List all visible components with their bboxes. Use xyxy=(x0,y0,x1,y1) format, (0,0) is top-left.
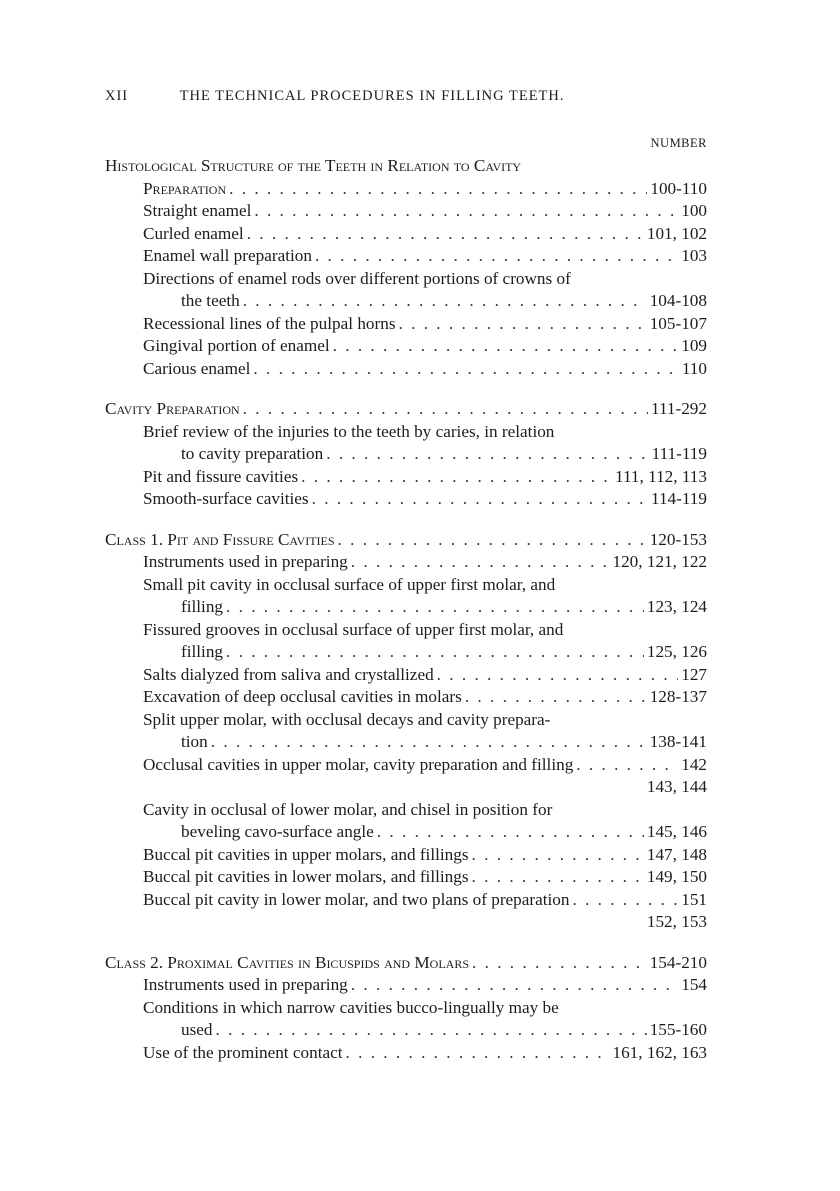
dot-leader xyxy=(312,488,648,511)
dot-leader xyxy=(301,466,612,489)
toc-entry-line xyxy=(143,200,707,223)
toc-entry-text: Buccal pit cavities in upper molars, and fillings xyxy=(143,844,469,864)
dot-leader xyxy=(211,731,647,754)
toc-entry-number: 154 xyxy=(681,975,707,994)
toc-entry-line xyxy=(105,529,707,552)
toc-entry-line xyxy=(143,974,707,997)
toc-entry-line xyxy=(143,313,707,336)
toc-entry-line xyxy=(143,443,707,466)
toc-entry xyxy=(105,1042,707,1065)
toc-entry-text: Buccal pit cavities in lower molars, and fillings xyxy=(143,867,469,886)
toc-entry xyxy=(105,799,707,844)
toc-entry-line xyxy=(143,245,707,268)
toc-entry xyxy=(105,200,707,223)
toc-entry-text: Enamel wall preparation xyxy=(143,246,312,265)
toc-entry-number: 120, 121, 122 xyxy=(612,552,707,571)
toc-entry-number: 120-153 xyxy=(649,529,707,549)
toc-entry-number: 142 xyxy=(681,754,707,774)
running-title: THE TECHNICAL PROCEDURES IN FILLING TEETH. xyxy=(179,88,565,104)
toc-entry-text: Recessional lines of the pulpal horns xyxy=(143,313,396,333)
dot-leader xyxy=(351,551,610,574)
dot-leader xyxy=(472,952,647,975)
dot-leader xyxy=(243,398,648,421)
dot-leader xyxy=(254,200,678,223)
toc-entry-text: Split upper molar, with occlusal decays and cavity prepara- xyxy=(143,709,551,729)
dot-leader xyxy=(216,1019,647,1042)
toc-entry xyxy=(105,619,707,664)
toc-entry-line xyxy=(143,574,707,597)
toc-entry-number: 138-141 xyxy=(649,732,707,751)
toc-entry-line xyxy=(143,619,707,642)
toc-entry-line xyxy=(143,466,707,489)
dot-leader xyxy=(315,245,678,268)
toc-entry-text: Class 1. Pit and Fissure Cavities xyxy=(105,529,335,549)
toc-entry xyxy=(105,664,707,687)
toc-section-entry xyxy=(105,398,707,421)
toc-entry xyxy=(105,754,707,799)
toc-entry-text: used xyxy=(181,1020,213,1039)
toc-entry xyxy=(105,488,707,511)
toc-entry xyxy=(105,997,707,1042)
toc-entry-line xyxy=(143,799,707,822)
toc-entry-number: 109 xyxy=(681,336,707,355)
toc-entry-text: Pit and fissure cavities xyxy=(143,466,299,486)
toc-entry-line xyxy=(143,889,707,912)
toc-entry-text: the teeth xyxy=(181,291,240,310)
toc-entry-number: 149, 150 xyxy=(646,867,707,886)
dot-leader xyxy=(576,754,678,777)
toc-entry-line xyxy=(143,686,707,709)
toc-entry-text: Conditions in which narrow cavities bucco-lingually may be xyxy=(143,997,559,1017)
toc-entry-text: Curled enamel xyxy=(143,223,244,243)
toc-entry-line xyxy=(143,488,707,511)
toc-entry-text: Smooth-surface cavities xyxy=(143,489,309,508)
dot-leader xyxy=(472,844,644,867)
dot-leader xyxy=(437,664,679,687)
toc-entry-line xyxy=(143,551,707,574)
toc-entry-line xyxy=(143,844,707,867)
toc-entry-number: 111, 112, 113 xyxy=(615,466,707,486)
toc-entry-line xyxy=(143,223,707,246)
toc-entry xyxy=(105,466,707,489)
toc-entry xyxy=(105,889,707,934)
toc-entry xyxy=(105,421,707,466)
toc-entry-number: 155-160 xyxy=(649,1020,707,1039)
toc-entry-line xyxy=(143,776,707,799)
toc-entry-line xyxy=(105,952,707,975)
toc-entry-text: filling xyxy=(181,597,224,616)
dot-leader xyxy=(243,290,647,313)
toc-entry xyxy=(105,844,707,867)
toc-entry-line xyxy=(143,641,707,664)
toc-entry-line xyxy=(143,709,707,732)
toc-entry-number: 100-110 xyxy=(650,178,707,198)
toc-section-entry xyxy=(105,529,707,552)
table-of-contents xyxy=(105,155,707,1064)
dot-leader xyxy=(226,641,644,664)
toc-entry-line xyxy=(143,335,707,358)
page-header xyxy=(105,88,707,105)
number-column-label: NUMBER xyxy=(650,136,707,150)
toc-entry xyxy=(105,313,707,336)
toc-entry-line xyxy=(143,1019,707,1042)
toc-entry-text: Occlusal cavities in upper molar, cavity preparation and filling xyxy=(143,754,574,774)
toc-entry-text: Excavation of deep occlusal cavities in molars xyxy=(143,687,462,706)
toc-entry-text: Gingival portion of enamel xyxy=(143,336,330,355)
toc-entry-number: 154-210 xyxy=(649,952,707,972)
dot-leader xyxy=(572,889,678,912)
toc-entry-line xyxy=(105,155,707,178)
toc-entry-number-continued: 143, 144 xyxy=(646,777,707,796)
toc-entry-text: Cavity Preparation xyxy=(105,399,240,418)
toc-entry-text: Fissured grooves in occlusal surface of upper first molar, and xyxy=(143,619,564,639)
toc-entry-number: 128-137 xyxy=(649,687,707,706)
toc-entry-text: Carious enamel xyxy=(143,358,251,378)
dot-leader xyxy=(226,596,644,619)
dot-leader xyxy=(326,443,648,466)
dot-leader xyxy=(472,866,644,889)
dot-leader xyxy=(346,1042,610,1065)
toc-entry-text: to cavity preparation xyxy=(181,444,324,463)
toc-entry-line xyxy=(143,997,707,1020)
toc-section-entry xyxy=(105,155,707,200)
toc-entry xyxy=(105,335,707,358)
toc-entry-text: Straight enamel xyxy=(143,201,252,220)
toc-entry-line xyxy=(105,178,707,201)
toc-entry xyxy=(105,709,707,754)
toc-entry xyxy=(105,358,707,381)
page-folio: XII xyxy=(105,88,129,104)
toc-entry-line xyxy=(143,358,707,381)
toc-entry-line xyxy=(143,754,707,777)
toc-entry-line xyxy=(143,1042,707,1065)
dot-leader xyxy=(465,686,647,709)
toc-entry-line xyxy=(143,268,707,291)
toc-entry-number: 100 xyxy=(681,201,707,220)
toc-entry-number: 125, 126 xyxy=(646,642,707,661)
toc-entry-text: tion xyxy=(181,732,208,751)
toc-entry xyxy=(105,551,707,574)
toc-entry-number: 151 xyxy=(681,889,707,909)
toc-entry-line xyxy=(143,911,707,934)
toc-entry-text: Histological Structure of the Teeth in Relation to Cavity xyxy=(105,156,522,175)
toc-entry-line xyxy=(143,664,707,687)
dot-leader xyxy=(338,529,647,552)
toc-entry-number: 110 xyxy=(681,358,707,378)
toc-entry xyxy=(105,223,707,246)
toc-entry xyxy=(105,268,707,313)
toc-entry xyxy=(105,574,707,619)
toc-entry-line xyxy=(143,290,707,313)
toc-entry-text: Brief review of the injuries to the teeth by caries, in relation xyxy=(143,421,555,441)
toc-entry-number: 123, 124 xyxy=(646,597,707,616)
toc-entry-text: Small pit cavity in occlusal surface of upper first molar, and xyxy=(143,574,556,594)
toc-entry-line xyxy=(143,866,707,889)
dot-leader xyxy=(377,821,644,844)
toc-entry-text: filling xyxy=(181,642,224,661)
toc-entry-number: 147, 148 xyxy=(646,844,707,864)
toc-entry-number: 105-107 xyxy=(649,313,707,333)
dot-leader xyxy=(247,223,644,246)
toc-entry-text: Salts dialyzed from saliva and crystallized xyxy=(143,664,434,684)
toc-entry-text: Directions of enamel rods over different portions of crowns of xyxy=(143,268,571,288)
toc-entry-line xyxy=(143,821,707,844)
toc-entry-number: 101, 102 xyxy=(646,223,707,243)
toc-entry-number: 104-108 xyxy=(649,291,707,310)
toc-entry-line xyxy=(105,398,707,421)
toc-entry-number: 103 xyxy=(681,246,707,265)
toc-entry-text: Class 2. Proximal Cavities in Bicuspids and Molars xyxy=(105,952,470,972)
toc-entry-number: 111-292 xyxy=(650,399,707,418)
toc-entry xyxy=(105,686,707,709)
toc-entry-text: Preparation xyxy=(143,178,227,198)
toc-entry-number: 161, 162, 163 xyxy=(612,1042,707,1062)
toc-entry-text: Buccal pit cavity in lower molar, and two plans of preparation xyxy=(143,889,570,909)
toc-entry-text: Instruments used in preparing xyxy=(143,552,348,571)
toc-entry-number-continued: 152, 153 xyxy=(646,912,707,931)
toc-entry-text: beveling cavo-surface angle xyxy=(181,822,374,841)
toc-entry-number: 127 xyxy=(681,664,707,684)
toc-entry-line xyxy=(143,596,707,619)
toc-entry-line xyxy=(143,421,707,444)
toc-section-entry xyxy=(105,952,707,975)
dot-leader xyxy=(333,335,679,358)
dot-leader xyxy=(399,313,647,336)
toc-entry xyxy=(105,866,707,889)
dot-leader xyxy=(229,178,647,201)
toc-entry-text: Instruments used in preparing xyxy=(143,975,348,994)
toc-entry-line xyxy=(143,731,707,754)
toc-entry-number: 111-119 xyxy=(651,444,707,463)
toc-entry xyxy=(105,974,707,997)
toc-entry-number: 145, 146 xyxy=(646,822,707,841)
toc-entry-text: Use of the prominent contact xyxy=(143,1042,343,1062)
dot-leader xyxy=(253,358,678,381)
dot-leader xyxy=(351,974,678,997)
toc-entry-text: Cavity in occlusal of lower molar, and chisel in position for xyxy=(143,799,553,819)
toc-entry xyxy=(105,245,707,268)
toc-entry-number: 114-119 xyxy=(650,489,707,508)
